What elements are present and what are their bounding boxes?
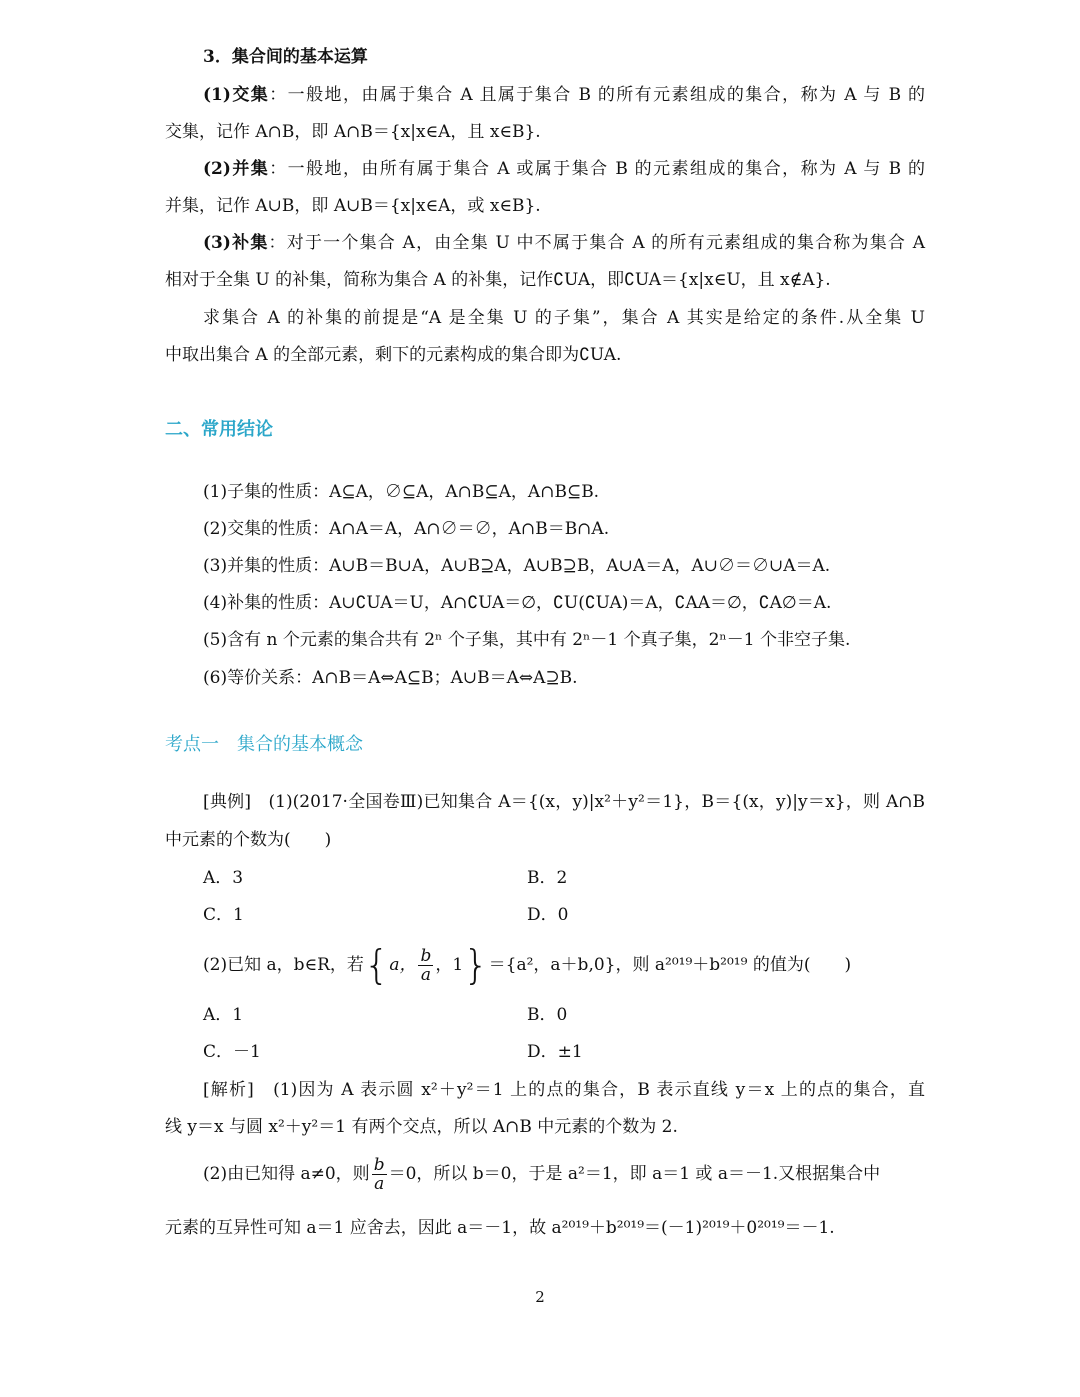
page-number: 2	[535, 1288, 545, 1306]
option-b: B．0	[527, 1005, 568, 1025]
kaodian-heading: 考点一 集合的基本概念	[165, 734, 363, 755]
intersection-label: (1)交集	[203, 85, 270, 105]
set-element-1: ，1	[435, 955, 464, 975]
intersection-definition-line-1	[203, 83, 925, 107]
complement-definition-line-1	[203, 231, 925, 255]
example-question-1-line-2: 中元素的个数为( )	[165, 830, 332, 850]
conclusion-item: (1)子集的性质：A⊆A，∅⊆A，A∩B⊆A，A∩B⊆B.	[203, 482, 600, 502]
conclusion-item: (5)含有 n 个元素的集合共有 2ⁿ 个子集，其中有 2ⁿ－1 个真子集，2ⁿ－1 个非空子集.	[203, 630, 851, 650]
option-c: C．－1	[203, 1042, 261, 1062]
option-row	[203, 866, 925, 890]
conclusion-item: (2)交集的性质：A∩A＝A，A∩∅＝∅，A∩B＝B∩A.	[203, 519, 610, 539]
analysis-line-1: [解析] (1)因为 A 表示圆 x²＋y²＝1 上的点的集合，B 表示直线 y＝x 上的点的集合，直	[203, 1080, 925, 1100]
set-element-a: a，	[389, 955, 417, 975]
analysis-3-prefix: (2)由已知得 a≠0，则	[203, 1164, 370, 1184]
conclusion-item: (6)等价关系：A∩B＝A⇔A⊆B；A∪B＝A⇔A⊇B.	[203, 668, 578, 688]
union-definition-line-2: 并集，记作 A∪B，即 A∪B＝{x|x∈A，或 x∈B}.	[165, 196, 541, 216]
option-a: A．1	[203, 1005, 244, 1025]
intersection-definition-line-2: 交集，记作 A∩B，即 A∩B＝{x|x∈A，且 x∈B}.	[165, 122, 541, 142]
option-c: C．1	[203, 905, 244, 925]
complement-note-line-1: 求集合 A 的补集的前提是“A 是全集 U 的子集”，集合 A 其实是给定的条件.从全集 U	[203, 308, 925, 328]
analysis-line-3	[203, 1150, 925, 1198]
analysis-line-2: 线 y＝x 与圆 x²＋y²＝1 有两个交点，所以 A∩B 中元素的个数为 2.	[165, 1117, 678, 1137]
option-d: D．±1	[527, 1042, 583, 1062]
option-row	[203, 1040, 925, 1064]
union-definition-line-1	[203, 157, 925, 181]
intersection-text: ：一般地，由属于集合 A 且属于集合 B 的所有元素组成的集合，称为 A 与 B 的	[269, 85, 925, 105]
question-2-prefix: (2)已知 a，b∈R，若	[203, 955, 364, 975]
analysis-3-suffix: ＝0，所以 b＝0，于是 a²＝1，即 a＝1 或 a＝－1.又根据集合中	[388, 1164, 881, 1184]
right-brace-icon: }	[463, 942, 489, 989]
question-2-suffix: ＝{a²，a＋b,0}，则 a²⁰¹⁹＋b²⁰¹⁹ 的值为( )	[488, 955, 852, 975]
union-text: ：一般地，由所有属于集合 A 或属于集合 B 的元素组成的集合，称为 A 与 B 的	[269, 159, 925, 179]
left-brace-icon: {	[363, 942, 390, 989]
conclusion-item: (3)并集的性质：A∪B＝B∪A，A∪B⊇A，A∪B⊇B，A∪A＝A，A∪∅＝∅∪A＝A.	[203, 556, 831, 576]
option-row	[203, 903, 925, 927]
complement-note-line-2: 中取出集合 A 的全部元素，剩下的元素构成的集合即为∁UA.	[165, 345, 622, 365]
option-b: B．2	[527, 868, 568, 888]
option-row	[203, 1003, 925, 1027]
complement-label: (3)补集	[203, 233, 269, 253]
conclusion-item: (4)补集的性质：A∪∁UA＝U，A∩∁UA＝∅，∁U(∁UA)＝A，∁AA＝∅，∁A∅＝A.	[203, 593, 832, 613]
example-question-1-line-1: [典例] (1)(2017·全国卷Ⅲ)已知集合 A＝{(x，y)|x²＋y²＝1}，B＝{(x，y)|y＝x}，则 A∩B	[203, 792, 925, 812]
option-a: A．3	[203, 868, 244, 888]
analysis-line-4: 元素的互异性可知 a＝1 应舍去，因此 a＝－1，故 a²⁰¹⁹＋b²⁰¹⁹＝(－1)²⁰¹⁹＋0²⁰¹⁹＝－1.	[165, 1218, 835, 1238]
example-question-2	[203, 940, 925, 990]
conclusions-heading: 二、常用结论	[165, 419, 273, 440]
option-d: D．0	[527, 905, 569, 925]
union-label: (2)并集	[203, 159, 270, 179]
complement-definition-line-2: 相对于全集 U 的补集，简称为集合 A 的补集，记作∁UA，即∁UA＝{x|x∈U，且 x∉A}.	[165, 270, 831, 290]
complement-text: ：对于一个集合 A，由全集 U 中不属于集合 A 的所有元素组成的集合称为集合 A	[268, 233, 925, 253]
fraction-b-over-a: $\frac{b}{a}$	[373, 1155, 385, 1194]
fraction-b-over-a: $\frac{b}{a}$	[420, 946, 432, 985]
section-title: 3．集合间的基本运算	[203, 47, 368, 67]
